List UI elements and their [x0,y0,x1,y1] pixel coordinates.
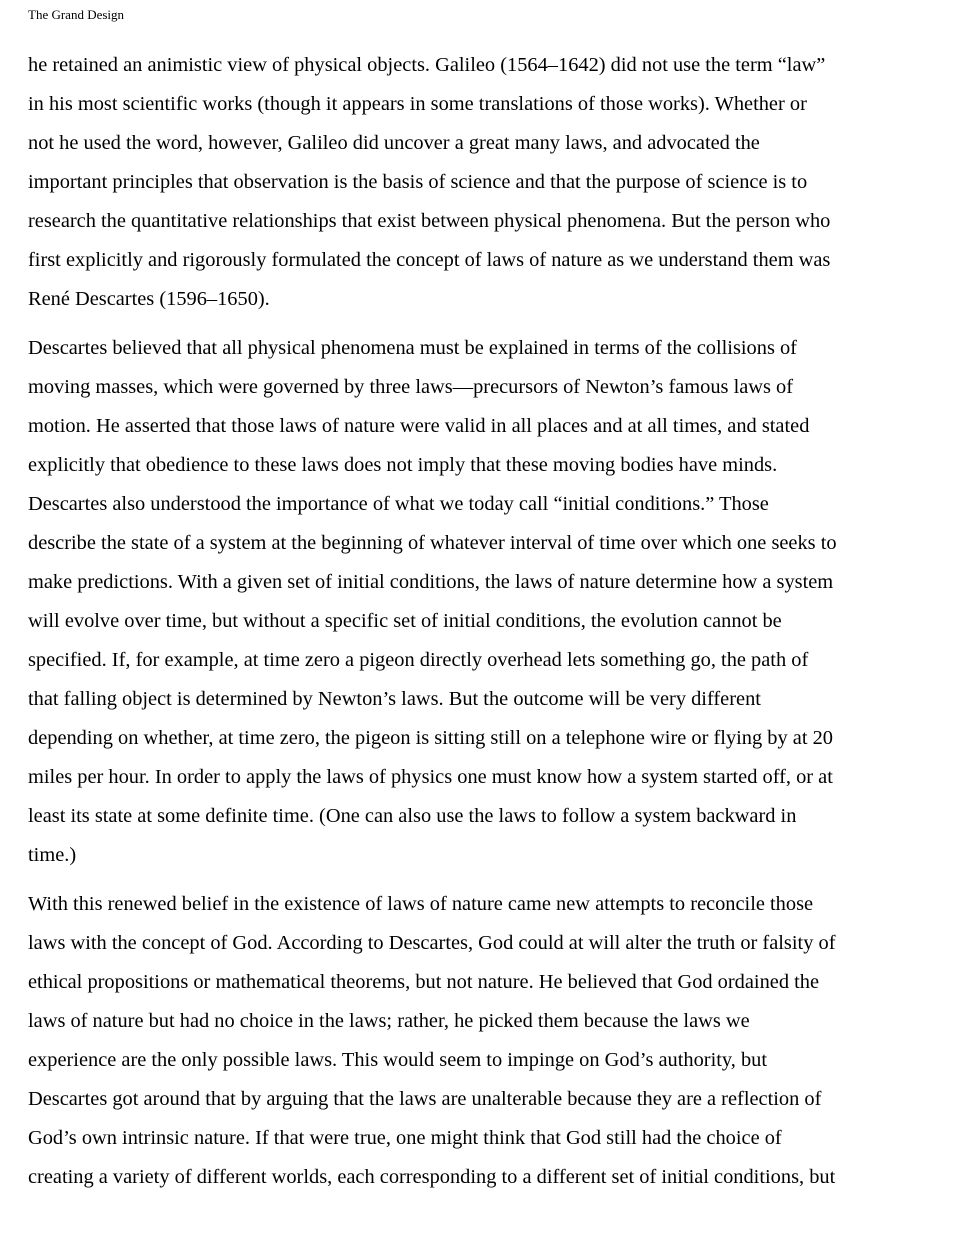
text-line: important principles that observation is the basis of science and that the purpose of science is to [28,171,808,193]
text-line: With this renewed belief in the existence of laws of nature came new attempts to reconcile those [28,893,814,915]
text-line: least its state at some definite time. (One can also use the laws to follow a system backward in [28,805,797,827]
text-line: moving masses, which were governed by three laws—precursors of Newton’s famous laws of [28,376,794,398]
text-line: motion. He asserted that those laws of nature were valid in all places and at all times, and stated [28,415,810,437]
text-line: will evolve over time, but without a specific set of initial conditions, the evolution cannot be [28,610,782,632]
text-line: depending on whether, at time zero, the pigeon is sitting still on a telephone wire or flying by at 20 [28,727,833,749]
paragraph-galileo [28,46,924,319]
text-line: Descartes believed that all physical phenomena must be explained in terms of the collisions of [28,337,797,359]
text-line: first explicitly and rigorously formulated the concept of laws of nature as we understand them was [28,249,831,271]
paragraph-descartes-laws [28,329,924,875]
text-line: time.) [28,844,77,866]
text-line: miles per hour. In order to apply the laws of physics one must know how a system started off, or at [28,766,833,788]
text-line: God’s own intrinsic nature. If that were true, one might think that God still had the choice of [28,1127,782,1149]
text-line: René Descartes (1596–1650). [28,288,270,310]
text-line: creating a variety of different worlds, each corresponding to a different set of initial conditions, but [28,1166,836,1188]
text-line: explicitly that obedience to these laws does not imply that these moving bodies have minds. [28,454,778,476]
text-line: laws with the concept of God. According to Descartes, God could at will alter the truth or falsity of [28,932,836,954]
text-line: he retained an animistic view of physical objects. Galileo (1564–1642) did not use the term “law” [28,54,826,76]
text-line: describe the state of a system at the beginning of whatever interval of time over which one seeks to [28,532,837,554]
text-line: Descartes also understood the importance of what we today call “initial conditions.” Those [28,493,769,515]
text-line: not he used the word, however, Galileo did uncover a great many laws, and advocated the [28,132,760,154]
paragraph-laws-and-god [28,885,924,1197]
text-line: research the quantitative relationships that exist between physical phenomena. But the person who [28,210,831,232]
text-line: experience are the only possible laws. This would seem to impinge on God’s authority, but [28,1049,768,1071]
text-line: that falling object is determined by Newton’s laws. But the outcome will be very different [28,688,761,710]
text-line: specified. If, for example, at time zero a pigeon directly overhead lets something go, the path of [28,649,809,671]
book-title: The Grand Design [28,7,125,22]
text-line: Descartes got around that by arguing that the laws are unalterable because they are a reflection of [28,1088,822,1110]
text-line: laws of nature but had no choice in the laws; rather, he picked them because the laws we [28,1010,750,1032]
text-line: in his most scientific works (though it appears in some translations of those works). Whether or [28,93,807,115]
text-line: make predictions. With a given set of initial conditions, the laws of nature determine how a system [28,571,834,593]
page-body [28,46,924,1207]
running-header [28,6,124,24]
text-line: ethical propositions or mathematical theorems, but not nature. He believed that God ordained the [28,971,820,993]
